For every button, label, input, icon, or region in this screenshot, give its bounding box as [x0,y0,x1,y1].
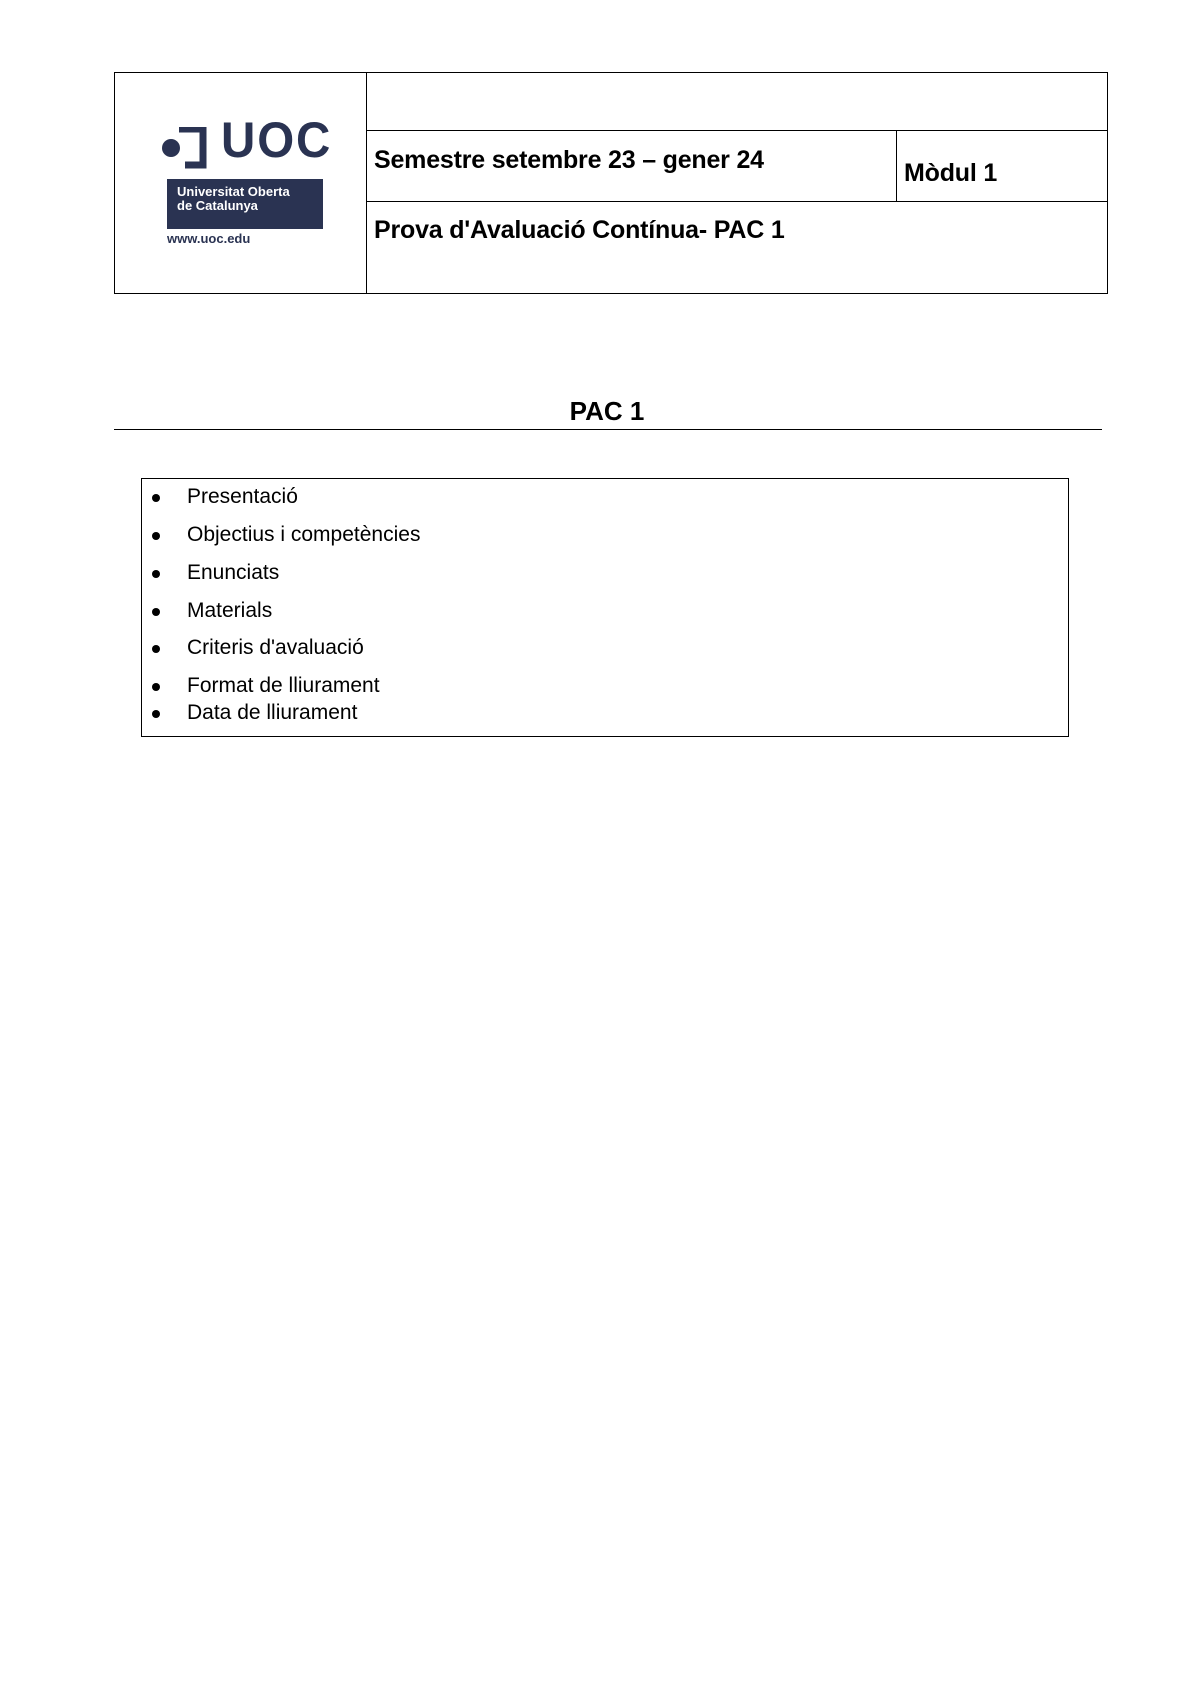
logo-wordmark: UOC [221,112,333,168]
title-rule [114,429,1102,430]
bullet-icon [152,683,160,691]
logo-cell [115,73,367,293]
header-divider-top [367,130,1107,131]
contents-list: Presentació Objectius i competències Enunciats Materials Criteris d'avaluació Format de lliurament Data de lliurament [141,478,1069,737]
uoc-logo [159,112,333,246]
header-column-divider [896,130,897,201]
logo-university-name: Universitat Oberta de Catalunya [177,184,290,213]
page-title: PAC 1 [569,396,645,426]
uoc-logo-mark [159,127,219,173]
bullet-icon [152,645,160,653]
bullet-icon [152,532,160,540]
module-label: Mòdul 1 [904,159,998,187]
logo-url: www.uoc.edu [167,231,251,246]
header-table [114,72,1108,294]
semester-label: Semestre setembre 23 – gener 24 [374,146,764,174]
bullet-icon [152,710,160,718]
bullet-icon [152,570,160,578]
bullet-icon [152,608,160,616]
logo-band [167,179,323,229]
assessment-label: Prova d'Avaluació Contínua- PAC 1 [374,216,785,244]
bullet-icon [152,494,160,502]
header-divider-middle [367,201,1107,202]
